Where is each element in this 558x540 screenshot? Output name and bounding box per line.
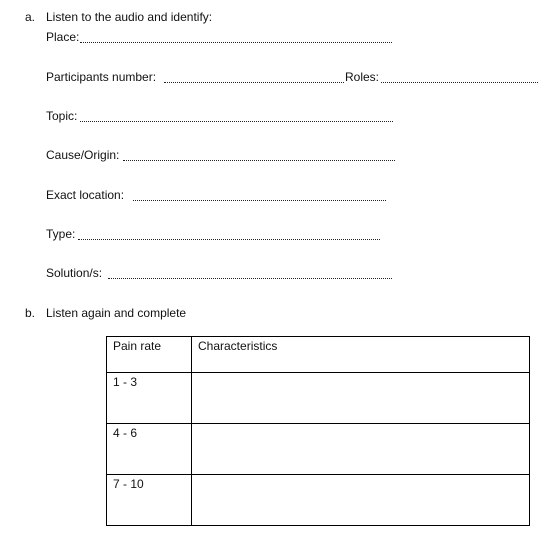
participants-number-label: Participants number: (46, 70, 157, 84)
solutions-label: Solution/s: (46, 266, 103, 280)
participants-number-answer-line[interactable] (164, 82, 344, 83)
type-answer-line[interactable] (78, 239, 380, 240)
topic-answer-line[interactable] (80, 121, 393, 122)
roles-answer-line[interactable] (381, 82, 538, 83)
exact-location-answer-line[interactable] (133, 200, 386, 201)
table-row (107, 424, 530, 475)
pain-rate-cell: 4 - 6 (107, 424, 192, 475)
characteristics-cell[interactable] (192, 424, 530, 475)
cause-origin-answer-line[interactable] (123, 160, 395, 161)
characteristics-cell[interactable] (192, 475, 530, 526)
pain-rate-table (106, 336, 530, 526)
table-row (107, 373, 530, 424)
place-label: Place: (46, 30, 80, 44)
exact-location-label: Exact location: (46, 188, 125, 202)
topic-label: Topic: (46, 109, 78, 123)
solutions-answer-line[interactable] (108, 278, 392, 279)
table-header-row (107, 337, 530, 373)
type-label: Type: (46, 227, 76, 241)
pain-rate-cell: 1 - 3 (107, 373, 192, 424)
table-row (107, 475, 530, 526)
place-answer-line[interactable] (80, 42, 392, 43)
pain-rate-header: Pain rate (107, 337, 192, 373)
cause-origin-label: Cause/Origin: (46, 148, 120, 162)
section-a-marker: a. (25, 10, 36, 24)
section-b-title: Listen again and complete (46, 306, 187, 320)
section-b-marker: b. (25, 306, 36, 320)
characteristics-cell[interactable] (192, 373, 530, 424)
roles-label: Roles: (345, 70, 380, 84)
pain-rate-cell: 7 - 10 (107, 475, 192, 526)
characteristics-header: Characteristics (192, 337, 530, 373)
section-a-title: Listen to the audio and identify: (46, 10, 213, 24)
